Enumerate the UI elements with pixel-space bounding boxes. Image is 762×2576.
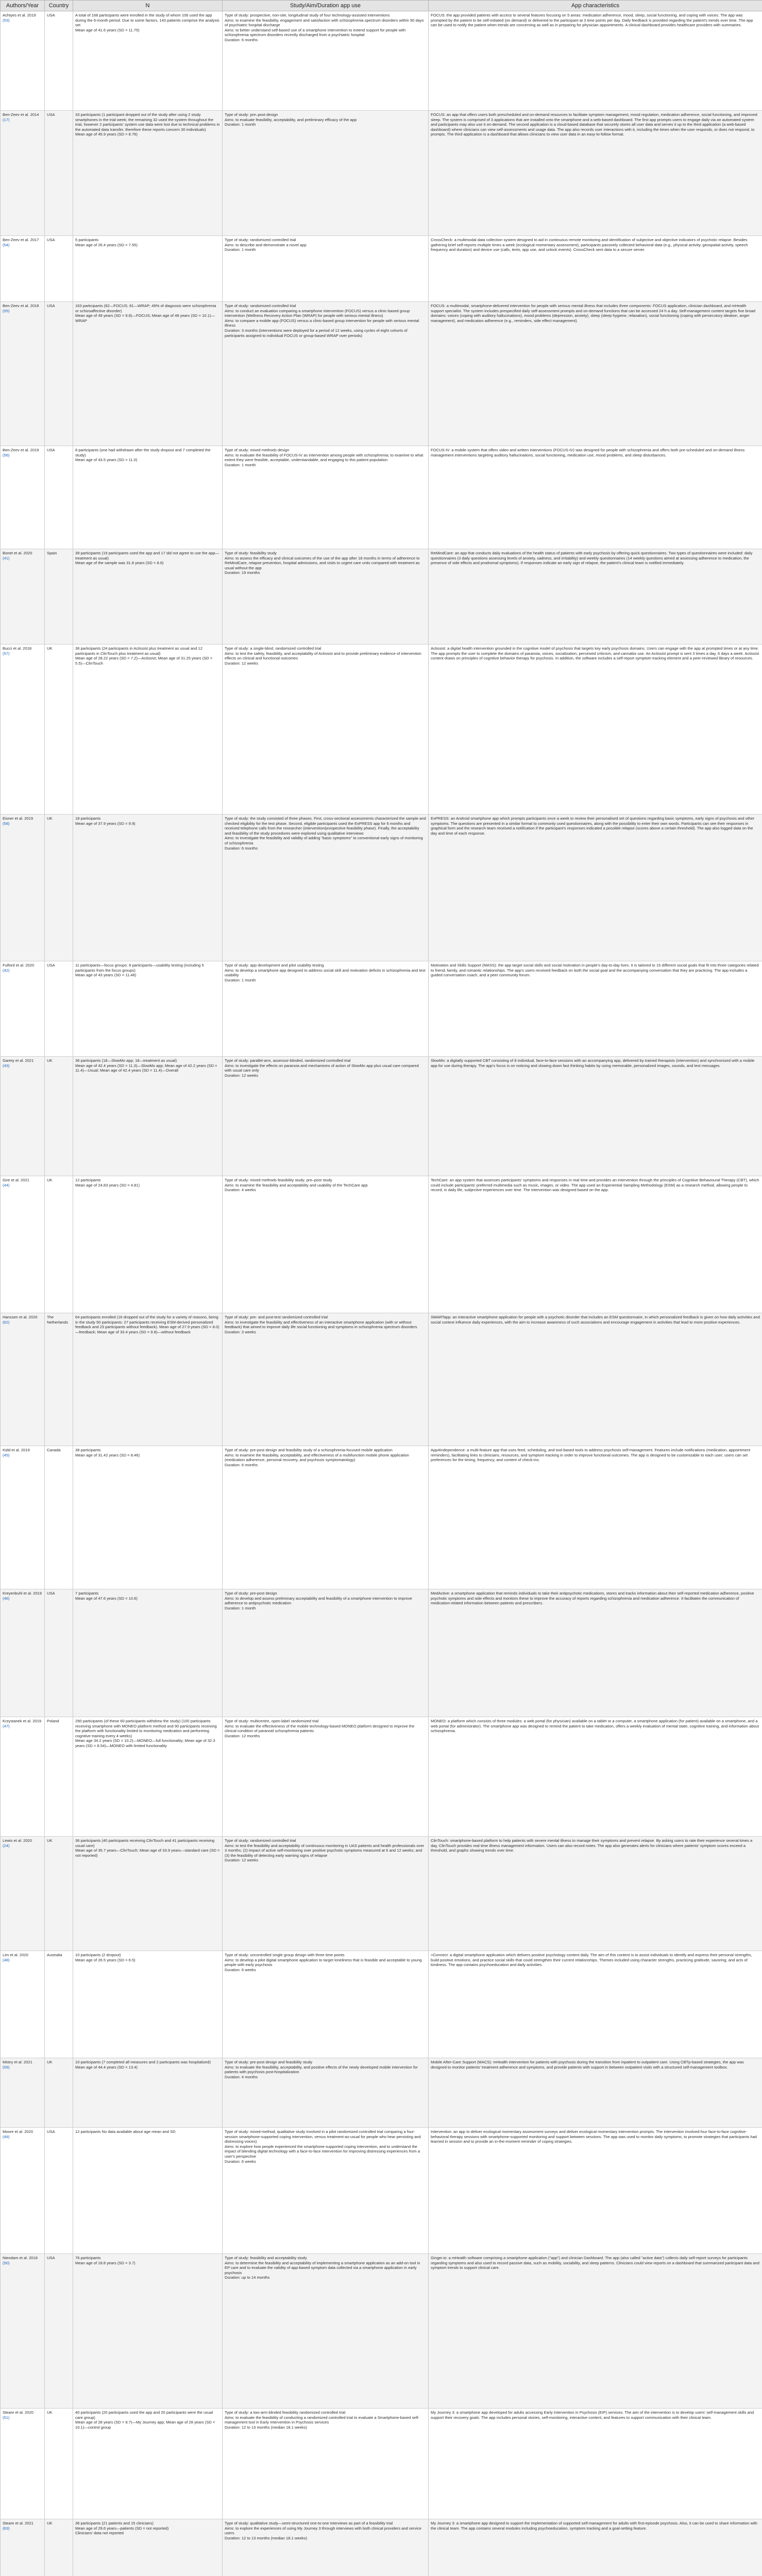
- cell-n: 36 participants (24 participants in Actissist plus treatment as usual and 12 participants in ClinTouch plus treatment as usual) Mean age of 28.22 years (SD = 7.2)—Actissist; Mean age of 31.25 years (SD = 5.5)—ClinTouch: [73, 645, 223, 815]
- cell-n: 10 participants (2 dropout) Mean age of 26.5 years (SD = 6.5): [73, 1951, 223, 2058]
- reference-link[interactable]: (56): [3, 452, 10, 457]
- cell-country: USA: [45, 2254, 73, 2409]
- cell-author: [1, 1176, 45, 1313]
- cell-n: 5 participants Mean age of 26.4 years (SD = 7.55): [73, 236, 223, 302]
- cell-author: [1, 2058, 45, 2128]
- cell-n: 64 participants enrolled (16 dropped out of the study for a variety of reasons, being in the study 50 participants: 27 participants receiving ESM-derived personalized feedback and 23 participants without feedback). Mean age of 27.9 years (SD = 8.0)—feedback; Mean age of 33.4 years (SD = 9.8)—without feedback: [73, 1313, 223, 1446]
- cell-study: Type of study: pre-post design and feasibility study of a schizophrenia-focused mobile application Aims: to examine the feasibility, acceptability, and effectiveness of a multifunction mobile phone application (medication adherence, personal recovery, and psychosis symptomatology) Duration: 6 months: [223, 1446, 429, 1589]
- header-app-characteristics: App characteristics: [429, 1, 762, 11]
- cell-study: Type of study: a single-blind, randomized controlled trial Aims: to test the safety, feasibility, and acceptability of Actissist and to provide preliminary evidence of intervention effects on clinical and functional outcomes Duration: 12 weeks: [223, 645, 429, 815]
- author-name: Mistry et al. 2021: [3, 2060, 32, 2064]
- cell-n: 12 participants Mean age of 24.83 years (SD = 4.81): [73, 1176, 223, 1313]
- cell-n: 76 participants Mean age of 18.8 years (SD = 3.7): [73, 2254, 223, 2409]
- author-name: Steare et al. 2020: [3, 2410, 33, 2415]
- cell-app: App4Independence: a multi-feature app that uses feed, scheduling, and tool-based tools to address psychosis self-management. Features include notifications (medication, appointment reminders), facilitating links to clinicians, resources, and symptom tracking in order to improve functional outcomes. The app is designed to be customizable to each user; users can set preferences for the timing, frequency, and content of check-ins.: [429, 1446, 762, 1589]
- reference-link[interactable]: (24): [3, 1843, 10, 1848]
- reference-link[interactable]: (43): [3, 1063, 10, 1068]
- cell-study: Type of study: pre- and post-test randomized controlled trial Aims: to investigate the feasibility and effectiveness of an interactive smartphone application (with or without feedback) that aimed to improve daily life social functioning and symptoms in schizophrenia spectrum disorders Duration: 3 weeks: [223, 1313, 429, 1446]
- cell-country: UK: [45, 1057, 73, 1176]
- table-header-row: [1, 1, 762, 11]
- cell-author: [1, 1589, 45, 1717]
- cell-app: MONEO: a platform which consists of three modules: a web portal (for physician) available on a tablet or a computer, a smartphone application (for patient) available on a smartphone, and a web portal (for administrator). The smartphone app was designed to remind the patient to take medication, offers a weekly evaluation of mental state, cognitive training, and information about schizophrenia.: [429, 1717, 762, 1837]
- cell-country: UK: [45, 2409, 73, 2519]
- header-n: N: [73, 1, 223, 11]
- cell-n: 8 participants (one had withdrawn after the study dropout and 7 completed the study) Mean age of 43.5 years (SD = 11.0): [73, 446, 223, 549]
- cell-study: Type of study: parallel-arm, assessor-blinded, randomized controlled trial Aims: to investigate the effects on paranoia and mechanisms of action of SlowMo app plus usual care compared with usual care only Duration: 12 weeks: [223, 1057, 429, 1176]
- reference-link[interactable]: (62): [3, 1319, 10, 1325]
- table-row: [1, 446, 762, 549]
- cell-app: ExPRESS: an Android smartphone app which prompts participants once a week to review their personalised set of questions regarding basic symptoms, early signs of psychosis and other symptoms. The questions are presented in a similar format to commonly used questionnaires, along with the possibility to enter their own words. Participants can see their responses in graphical form and the research team received a notification if the participant's responses indicated a possible relapse (scores above a certain threshold). The app also logged data on the day and time of each response.: [429, 815, 762, 961]
- table-row: [1, 1951, 762, 2058]
- cell-n: 11 participants—focus groups: 8 participants—usability testing (including 5 participants from the focus groups) Mean age of 43 years (SD = 11.48): [73, 961, 223, 1057]
- cell-app: My Journey 3: a smartphone app designed to support the implementation of supported self-management for adults with first-episode psychosis. Also, it can be used to share information with the clinical team. The app contains several modules including psychoeducation, symptom tracking and a goal-setting feature.: [429, 2519, 762, 2576]
- cell-author: [1, 961, 45, 1057]
- cell-app: Actissist: a digital health intervention grounded in the cognitive model of psychosis that targets key early psychosis domains. Users can engage with the app at prompted times or at any time. The app prompts the user to complete the domains of paranoia, voices, socialization, perceived criticism, and cannabis use. An Actissist prompt is sent 3 times a day, 6 days a week. Actissist content draws on principles of cognitive behavior therapy for psychosis. In addition, the software includes a self-report symptom tracking element and a peer-reviewed library of resources.: [429, 645, 762, 815]
- cell-app: SMARTapp: an interactive smartphone application for people with a psychotic disorder that includes an ESM questionnaire, in which personalized feedback is given on how daily activities and social context influence daily experiences, with the aim to increase awareness of such associations and encourage engagement in activities that lead to more positive experiences.: [429, 1313, 762, 1446]
- cell-app: MedActive: a smartphone application that reminds individuals to take their antipsychotic medications, stores and tracks information about their self-reported medication adherence, positive psychotic symptoms and side effects and monitors these to improve the accuracy of reports regarding schizophrenia and medication adherence. It facilitates the communication of medication-related information between patients and prescribers.: [429, 1589, 762, 1717]
- cell-n: 36 participants (40 participants receiving ClinTouch and 41 participants receiving usual care) Mean age of 35.7 years—ClinTouch; Mean age of 33.9 years—standard care (SD = not reported): [73, 1837, 223, 1951]
- cell-country: Canada: [45, 1446, 73, 1589]
- cell-author: [1, 1951, 45, 2058]
- reference-link[interactable]: (59): [3, 2064, 10, 2070]
- cell-author: [1, 549, 45, 645]
- author-name: Ben-Zeev et al. 2019: [3, 448, 39, 452]
- table-row: [1, 1313, 762, 1446]
- cell-author: [1, 815, 45, 961]
- reference-link[interactable]: (46): [3, 1596, 10, 1601]
- reference-link[interactable]: (47): [3, 1723, 10, 1728]
- author-name: Hanssen et al. 2020: [3, 1315, 38, 1319]
- author-name: Ben-Zeev et al. 2017: [3, 238, 39, 242]
- cell-study: Type of study: randomized controlled trial Aims: to test the feasibility and acceptability of continuous monitoring in UAS patients and health professionals over 3 months; (2) impact of active self-monitoring over positive psychotic symptoms measured at 6 and 12 weeks; and (3) the feasibility of detecting early warning signs of relapse Duration: 12 weeks: [223, 1837, 429, 1951]
- author-name: Fulford et al. 2020: [3, 963, 35, 968]
- table-row: [1, 815, 762, 961]
- cell-n: 38 participants Mean age of 31.42 years (SD = 8.46): [73, 1446, 223, 1589]
- cell-author: [1, 1446, 45, 1589]
- cell-app: Motivation and Skills Support (MASS): the app target social skills and social motivation in people's day-to-day lives. It is tailored to 15 different social goals that fit into three categories related to friend, family, and romantic relationships. The app's users received feedback on both the social goal and the accompanying conversation that they are practicing. The app includes a guided conversation coach, and a peer community forum.: [429, 961, 762, 1057]
- cell-app: +Connect: a digital smartphone application which delivers positive psychology content daily. The aim of this content is to assist individuals to identify and express their personal strengths, build positive emotions, and practice social skills that could strengthen their current relationships. Themes included using character strengths, practicing gratitude, savoring, and acts of kindness. The app contains psychoeducation and daily activities.: [429, 1951, 762, 2058]
- cell-study: Type of study: qualitative study—semi-structured one-to-one interviews as part of a feasibility trial Aims: to explore the experiences of using My Journey 3 through interviews with both clinical providers and service users Duration: 12 to 13 months (median 18.1 weeks): [223, 2519, 429, 2576]
- header-country: Country: [45, 1, 73, 11]
- table-body: [1, 11, 762, 2576]
- cell-study: Type of study: randomized controlled trial Aims: to describe and demonstrate a novel app Duration: 1 month: [223, 236, 429, 302]
- cell-country: USA: [45, 1589, 73, 1717]
- cell-app: FOCUS: the app provided patients with access to several features focusing on 5 areas: medication adherence, mood, sleep, social functioning, and coping with voices. The app was prompted by the patient to be self-initiated (on demand) or delivered to the participant at 3 time points per day. Daily feedback is provided regarding the patient's trends over time. The app can be used to notify the patient when trends are concerning as well as in preparing for physician appointments. A clinical dashboard provides healthcare providers with summaries.: [429, 11, 762, 111]
- table-row: [1, 2058, 762, 2128]
- cell-n: 40 participants (20 participants used the app and 20 participants were the usual care group) Mean age of 28 years (SD = 9.7)—My Journey app; Mean age of 28 years (SD = 10.1)—control group: [73, 2409, 223, 2519]
- table-row: [1, 1446, 762, 1589]
- cell-app: CrossCheck: a multimodal data collection system designed to aid in continuous remote monitoring and identification of subjective and objective indicators of psychotic relapse. Besides gathering brief self-reports multiple times a week (ecological momentary assessment), participants passively collected behavioral data (e.g., physical activity, geospatial activity, speech frequency and duration) and device use (calls, texts, app use, and unlock events). CrossCheck sent data to a secure server.: [429, 236, 762, 302]
- cell-n: 10 participants (7 completed all measures and 2 participants was hospitalized) Mean age of 44.4 years (SD = 13.4): [73, 2058, 223, 2128]
- reference-link[interactable]: (48): [3, 1957, 10, 1962]
- cell-author: [1, 645, 45, 815]
- cell-country: The Netherlands: [45, 1313, 73, 1446]
- reference-link[interactable]: (49): [3, 2134, 10, 2139]
- cell-n: 163 participants (82—FOCUS; 81—WRAP; 49% of diagnosis were schizophrenia or schizoaffective disorder) Mean age of 49 years (SD = 9.8)—FOCUS; Mean age of 48 years (SD = 10.1)—WRAP: [73, 302, 223, 446]
- author-name: Gire et al. 2021: [3, 1178, 29, 1182]
- cell-country: UK: [45, 815, 73, 961]
- author-name: Steare et al. 2021: [3, 2521, 33, 2526]
- cell-study: Type of study: multicentre, open-label randomized trial Aims: to evaluate the effectiveness of the mobile technology-based MONEO platform designed to improve the clinical condition of paranoid schizophrenia patients Duration: 12 months: [223, 1717, 429, 1837]
- table-row: [1, 2409, 762, 2519]
- author-name: Kidd et al. 2019: [3, 1448, 30, 1452]
- author-name: Bucci et al. 2018: [3, 646, 32, 651]
- cell-n: 290 participants (of these 60 participants withdrew the study) (100 participants receiving smartphone with MONEO platform method and 90 participants receiving the platform with functionality limited to monitoring medication and performing cognitive training every 4 weeks) Mean age 34.2 years (SD = 10.2)—MONEO—full functionality; Mean age of 32.3 years (SD = 8.54)—MONEO with limited functionality: [73, 1717, 223, 1837]
- cell-study: Type of study: app development and pilot usability testing Aims: to develop a smartphone app designed to address social skill and motivation deficits in schizophrenia and test usability Duration: 1 month: [223, 961, 429, 1057]
- reference-link[interactable]: (53): [3, 18, 10, 23]
- cell-country: Poland: [45, 1717, 73, 1837]
- cell-n: 36 participants (21 patients and 15 clinicians) Mean age of 29.6 years—patients (SD = not reported) Clinicians' data not reported: [73, 2519, 223, 2576]
- cell-country: Spain: [45, 549, 73, 645]
- header-study: Study/Aim/Duration app use: [223, 1, 429, 11]
- author-name: Ben-Zeev et al. 2018: [3, 303, 39, 308]
- reference-link[interactable]: (55): [3, 308, 10, 313]
- cell-author: [1, 1717, 45, 1837]
- header-authors-year: Authors/Year: [1, 1, 45, 11]
- author-name: Bonet et al. 2020: [3, 551, 32, 555]
- cell-study: Type of study: pre–post design Aims: to evaluate feasibility, acceptability, and preliminary efficacy of the app Duration: 1 month: [223, 111, 429, 236]
- cell-study: Type of study: prospective, non-site, longitudinal study of four technology-assisted interventions Aims: to examine the feasibility, engagement and satisfaction with schizophrenia spectrum disorders within 90 days of psychiatric hospital discharge Aims: to better understand self-based use of a smartphone intervention to extend support for people with schizophrenia spectrum disorders recently discharged from a psychiatric hospital Duration: 6 months: [223, 11, 429, 111]
- cell-app: SlowMo: a digitally supported CBT consisting of 8 individual, face-to-face sessions with an accompanying app, delivered by trained therapists (intervention) and synchronized with a mobile app for use during therapy. The app's focus is on noticing and slowing down fast thinking habits by using memorable, personalized images, sounds, and text messages.: [429, 1057, 762, 1176]
- cell-author: [1, 446, 45, 549]
- table-row: [1, 2128, 762, 2254]
- table-row: [1, 645, 762, 815]
- cell-n: A total of 168 participants were enrolled in the study of whom 106 used the app during the 6-month period. Due to some factors, 143 patients comprise the analysis set Mean age of 41.6 years (SD = 11.75): [73, 11, 223, 111]
- reference-link[interactable]: (54): [3, 242, 10, 247]
- cell-study: Type of study: pre-post design Aims: to develop and assess preliminary acceptability and feasibility of a smartphone intervention to improve adherence to antipsychotic medication Duration: 1 month: [223, 1589, 429, 1717]
- table-row: [1, 111, 762, 236]
- cell-author: [1, 1057, 45, 1176]
- author-name: Eisner et al. 2019: [3, 816, 33, 821]
- cell-author: [1, 2254, 45, 2409]
- cell-author: [1, 111, 45, 236]
- author-name: Niendam et al. 2018: [3, 2256, 38, 2260]
- table-row: [1, 1057, 762, 1176]
- cell-study: Type of study: feasibility and acceptability study Aims: to determine the feasibility and acceptability of implementing a smartphone application as an add-on tool in EP care and to evaluate the validity of app-based symptom data collected via a smartphone application in early psychosis Duration: up to 14 months: [223, 2254, 429, 2409]
- reference-link[interactable]: (57): [3, 651, 10, 656]
- table-row: [1, 1717, 762, 1837]
- author-name: Lewis et al. 2020: [3, 1838, 32, 1843]
- cell-country: USA: [45, 446, 73, 549]
- reference-link[interactable]: (42): [3, 968, 10, 973]
- cell-n: 36 participants (18—SlowMo app; 18—treatment as usual) Mean age of 42.4 years (SD = 11.3)—SlowMo app; Mean age of 42.2 years (SD = 11.4)—Usual; Mean age of 42.4 years (SD = 11.4)—Overall: [73, 1057, 223, 1176]
- cell-study: Type of study: randomized controlled trial Aims: to conduct an evaluation comparing a smartphone intervention (FOCUS) versus a clinic-based group intervention (Wellness Recovery Action Plan (WRAP) for people with serious mental illness) Aims: to compare a mobile app (FOCUS) versus a clinic-based group intervention for people with serious mental illness Duration: 3 months (interventions were deployed for a period of 12 weeks, using cycles of eight cohorts of participants assigned to individual FOCUS or group-based WRAP over periods): [223, 302, 429, 446]
- table-row: [1, 549, 762, 645]
- cell-country: USA: [45, 111, 73, 236]
- cell-app: ClinTouch: smartphone-based platform to help patients with severe mental illness to manage their symptoms and prevent relapse. By asking users to rate their experience several times a day, ClinTouch provides real time illness management information. Users can also record notes. The app also generates alerts for clinicians where patients' symptom scores exceed a threshold, and graphs showing trends over time.: [429, 1837, 762, 1951]
- cell-app: Ginger.io: a mHealth software comprising a smartphone application ("app") and clinician Dashboard. The app (also called "active data") collects daily self-report surveys for participants regarding symptoms and also used to record passive data, such as mobility, sociability, and sleep patterns. Clinicians could view reports on a dashboard that summarized participant data and symptom trends to support clinical care.: [429, 2254, 762, 2409]
- table-header: [1, 1, 762, 11]
- cell-country: USA: [45, 2128, 73, 2254]
- cell-author: [1, 2519, 45, 2576]
- cell-author: [1, 2128, 45, 2254]
- cell-author: [1, 1313, 45, 1446]
- author-name: Ben-Zeev et al. 2014: [3, 112, 39, 117]
- reference-link[interactable]: (58): [3, 821, 10, 826]
- cell-country: UK: [45, 1176, 73, 1313]
- cell-country: USA: [45, 302, 73, 446]
- cell-app: My Journey 3: a smartphone app developed for adults accessing Early Intervention in Psychosis (EIP) services. The aim of the intervention is to develop users' self-management skills and support their recovery goals. The app includes personal stories, self-monitoring, interactive content, and features to support communication with their clinical team.: [429, 2409, 762, 2519]
- reference-link[interactable]: (44): [3, 1182, 10, 1188]
- cell-app: Intervention: an app to deliver ecological momentary assessment surveys and deliver ecological momentary intervention prompts. The intervention involved four face-to-face cognitive-behavioral therapy sessions with smartphone-supported monitoring and support between sessions. The app was used to monitor daily symptoms, to promote strategies that participants had learned in session and to provide an in-the-moment reminder of coping strategies.: [429, 2128, 762, 2254]
- reference-link[interactable]: (63): [3, 2526, 10, 2531]
- table-row: [1, 302, 762, 446]
- cell-study: Type of study: feasibility study Aims: to assess the efficacy and clinical outcomes of the use of the app after 18 months in terms of adherence to ReMindCare, relapse prevention, hospital admissions, and visits to urgent care units compared with treatment as usual without the app Duration: 19 months: [223, 549, 429, 645]
- cell-country: USA: [45, 236, 73, 302]
- cell-country: UK: [45, 2058, 73, 2128]
- cell-n: 39 participants (19 participants used the app and 17 did not agree to use the app—treatment as usual) Mean age of the sample was 31.8 years (SD = 8.6): [73, 549, 223, 645]
- cell-country: UK: [45, 645, 73, 815]
- cell-n: 7 participants Mean age of 47.6 years (SD = 10.6): [73, 1589, 223, 1717]
- reference-link[interactable]: (45): [3, 1452, 10, 1458]
- cell-country: Australia: [45, 1951, 73, 2058]
- cell-country: UK: [45, 1837, 73, 1951]
- cell-n: 18 participants Mean age of 37.9 years (SD = 9.9): [73, 815, 223, 961]
- table-row: [1, 236, 762, 302]
- reference-link[interactable]: (50): [3, 2260, 10, 2265]
- author-name: Moore et al. 2020: [3, 2129, 33, 2134]
- table-row: [1, 1589, 762, 1717]
- cell-n: 33 participants (1 participant dropped out of the study after using 2 study smartphones in the trial week; the remaining 32 used the system throughout the trial, however 2 participants' system use data were lost due to technical problems in the automated data transfer, therefore these reports concern 30 individuals) Mean age of 45.9 years (SD = 8.76): [73, 111, 223, 236]
- table-row: [1, 2519, 762, 2576]
- table-row: [1, 961, 762, 1057]
- cell-country: UK: [45, 2519, 73, 2576]
- cell-author: [1, 11, 45, 111]
- cell-country: USA: [45, 11, 73, 111]
- table-row: [1, 11, 762, 111]
- cell-app: FOCUS: an app that offers users both prescheduled and on-demand resources to facilitate symptom management, mood regulation, medication adherence, social functioning, and improved sleep. The system is comprised of 3 applications that are installed onto the smartphone and a web-based dashboard. The first app prompts users to engage daily via an automated system and participants may also use it on-demand. The second application is a cloud-based database that securely stores all user data and serves it up to the third application (a web-based dashboard) where clinicians can view self-assessments and usage data. The app also records user interactions with it, including the times when the user responds, or does not respond, to prompts. The third application is a dashboard that allows clinicians to view user data in an easy-to-follow format.: [429, 111, 762, 236]
- reference-link[interactable]: (51): [3, 2415, 10, 2420]
- cell-country: USA: [45, 961, 73, 1057]
- cell-app: Mobile After-Care Support (MACS): mHealth intervention for patients with psychosis during the transition from inpatient to outpatient care. Using CBTp-based strategies, the app was designed to monitor patients' treatment adherence and symptoms, and provide patients with support in between outpatient visits with a structured self-management toolbox.: [429, 2058, 762, 2128]
- cell-app: FOCUS: a multimodal, smartphone-delivered intervention for people with serious mental illness that includes three components: FOCUS application, clinician dashboard, and mHealth support specialist. The system includes prespecified daily self-assessment prompts and on-demand functions that can be accessed 24 h a day. Self-management content targets five broad domains: voices (coping with auditory hallucinations), mood problems (depression, anxiety), sleep (sleep hygiene, relaxation), social functioning (coping with persecutory ideation, anger management), and medication adherence (e.g., reminders, side effect management).: [429, 302, 762, 446]
- author-name: Lim et al. 2020: [3, 1953, 28, 1957]
- reference-link[interactable]: (41): [3, 555, 10, 561]
- cell-app: TechCare: an app system that assesses participants' symptoms and responses in real time and provides an intervention through the principles of Cognitive Behavioural Therapy (CBT), which could include participants' preferred multimedia such as music, images, or video. The app used an Experiential Sampling Methodology (ESM) as a research method, allowing people to record, in daily life, subjective experiences over time. The intervention was designed based on the app.: [429, 1176, 762, 1313]
- cell-author: [1, 302, 45, 446]
- author-name: Achtyes et al. 2019: [3, 13, 36, 18]
- table-row: [1, 1176, 762, 1313]
- cell-study: Type of study: mixed methods design Aims: to evaluate the feasibility of FOCUS-IV as intervention among people with schizophrenia; to examine to what extent they were feasible, acceptable, understandable, and engaging to this patient population Duration: 1 month: [223, 446, 429, 549]
- cell-study: Type of study: uncontrolled single group design with three time points Aims: to develop a pilot digital smartphone application to target loneliness that is feasible and acceptable to young people with early psychosis Duration: 6 weeks: [223, 1951, 429, 2058]
- cell-n: 12 participants No data available about age mean and SD: [73, 2128, 223, 2254]
- cell-study: Type of study: the study consisted of three phases. First, cross-sectional assessments characterized the sample and checked eligibility for the test phase. Second, eligible participants used the ExPRESS app for 6 months and received telephone calls from the researcher (intervention/prospective feasibility phase). Finally, the acceptability and feasibility of the study procedures were explored using qualitative interviews Aims: to investigate the feasibility and validity of adding "basic symptoms" to conventional early signs of monitoring of schizophrenia Duration: 6 months: [223, 815, 429, 961]
- table-row: [1, 1837, 762, 1951]
- reference-link[interactable]: (17): [3, 117, 10, 122]
- author-name: Garety et al. 2021: [3, 1058, 34, 1063]
- cell-study: Type of study: a two-arm blinded feasibility randomized controlled trial Aims: to evaluate the feasibility of conducting a randomized controlled trial to evaluate a Smartphone-based self-management tool in Early Intervention in Psychosis services Duration: 12 to 13 months (median 18.1 weeks): [223, 2409, 429, 2519]
- cell-author: [1, 236, 45, 302]
- cell-study: Type of study: pre-post design and feasibility study Aims: to evaluate the feasibility, acceptability, and positive effects of the newly developed mobile intervention for patients with psychosis post-hospitalization Duration: 4 months: [223, 2058, 429, 2128]
- cell-study: Type of study: mixed-method, qualitative study involved in a pilot randomized controlled trial comparing a four-session smartphone-supported coping intervention, versus treatment-as-usual for people who hear persisting and distressing voices) Aims: to explore how people experienced the smartphone-supported coping intervention, and to understand the impact of blending digital technology with a face-to-face intervention for improving distressing experiences from a user's perspective Duration: 6 weeks: [223, 2128, 429, 2254]
- table-row: [1, 2254, 762, 2409]
- cell-study: Type of study: mixed methods feasibility study; pre–post study Aims: to examine the feasibility and acceptability and usability of the TechCare app Duration: 4 weeks: [223, 1176, 429, 1313]
- cell-author: [1, 2409, 45, 2519]
- author-name: Krzystanek et al. 2019: [3, 1719, 42, 1723]
- cell-author: [1, 1837, 45, 1951]
- cell-app: ReMindCare: an app that conducts daily evaluations of the health status of patients with early psychosis by offering quick questionnaires. Two types of questionnaires were included: daily questionnaires (3 daily questions assessing levels of anxiety, sadness, and irritability) and weekly questionnaires (14 weekly questions aimed at assessing adherence to medication, the presence of side effects and prodromal symptoms). If responses indicate an early sign of relapse, the patient's clinical team is notified immediately.: [429, 549, 762, 645]
- author-name: Kreyenbuhl et al. 2019: [3, 1591, 42, 1596]
- cell-app: FOCUS-IV: a mobile system that offers video and written interventions (FOCUS-IV) was designed for people with schizophrenia and offers both pre-scheduled and on-demand illness management interventions targeting auditory hallucinations, social functioning, medication use, mood problems, and sleep disturbances.: [429, 446, 762, 549]
